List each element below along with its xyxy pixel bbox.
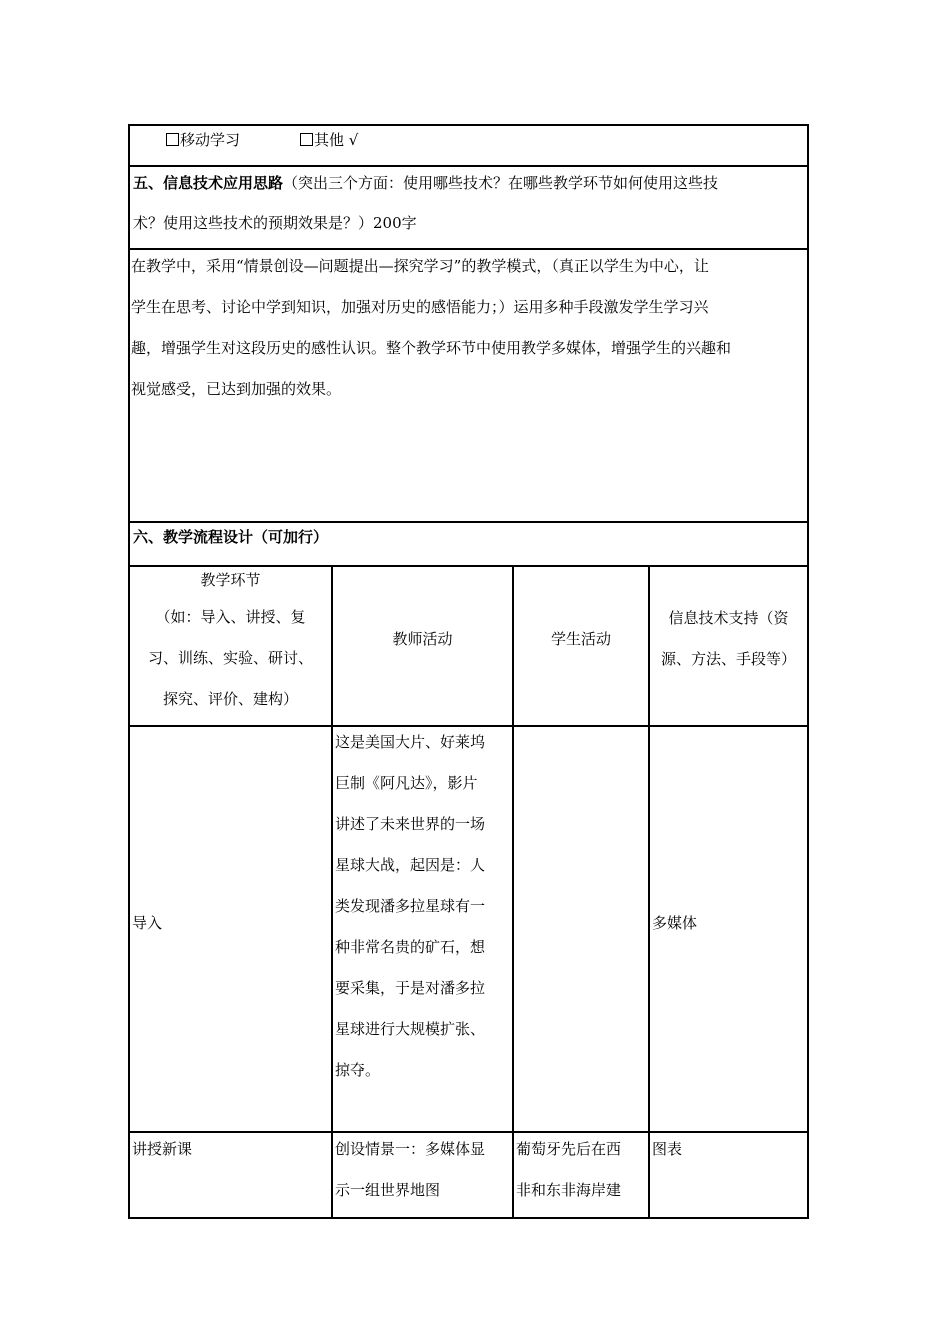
row-stage: 导入 [132,914,163,932]
section5-title: 五、信息技术应用思路 [133,174,284,192]
student-line: 非和东非海岸建 [516,1181,622,1199]
section5-body-line: 视觉感受，已达到加强的效果。 [131,380,342,398]
row-divider [128,248,809,250]
option-other [300,125,358,156]
option-mobile-label: 移动学习 [180,131,241,149]
header-stage [130,565,331,715]
teacher-line: 讲述了未来世界的一场 [335,815,486,833]
header-tech-line: 信息技术支持（资 [668,609,789,627]
teacher-line: 掠夺。 [335,1061,381,1079]
row-stage: 讲授新课 [132,1140,193,1158]
section5-hint-line2: 术？使用这些技术的预期效果是？）200字 [133,214,417,232]
section6-title: 六、教学流程设计（可加行） [133,528,329,546]
header-stage-line: 探究、评价、建构） [162,690,298,708]
row-divider [128,165,809,167]
header-teacher: 教师活动 [392,630,453,648]
header-student: 学生活动 [550,630,611,648]
header-tech-line: 源、方法、手段等） [660,650,796,668]
row-divider [128,1131,809,1133]
teacher-line: 巨制《阿凡达》，影片 [335,774,478,792]
option-other-label: 其他 [314,131,345,149]
row-teacher-activity [335,727,511,1086]
header-stage-line: （如：导入、讲授、复 [155,608,306,626]
teacher-line: 种非常名贵的矿石，想 [335,938,486,956]
section5-body-line: 在教学中，采用“情景创设—问题提出—探究学习”的教学模式，（真正以学生为中心，让 [131,257,709,275]
checkbox-icon [166,133,179,146]
row-tech-support: 多媒体 [652,914,698,932]
row-teacher-activity [335,1134,511,1206]
row-student-activity [516,1134,647,1206]
column-divider [512,565,514,1217]
header-stage-line: 教学环节 [200,571,261,589]
header-tech [650,603,807,675]
checkbox-icon [300,133,313,146]
teacher-line: 星球大战，起因是：人 [335,856,486,874]
header-stage-line: 习、训练、实验、研讨、 [147,649,313,667]
student-line: 葡萄牙先后在西 [516,1140,622,1158]
teacher-line: 示一组世界地图 [335,1181,441,1199]
teacher-line: 创设情景一：多媒体显 [335,1140,486,1158]
option-mobile-learning [166,125,240,156]
row-tech-support: 图表 [652,1140,683,1158]
teacher-line: 要采集，于是对潘多拉 [335,979,486,997]
section5-heading-line1 [133,168,718,199]
section5-body-line: 学生在思考、讨论中学到知识，加强对历史的感悟能力；）运用多种手段激发学生学习兴 [131,298,709,316]
teacher-line: 类发现潘多拉星球有一 [335,897,486,915]
teacher-line: 这是美国大片、好莱坞 [335,733,486,751]
check-mark: √ [348,131,359,149]
section5-body-line: 趣，增强学生对这段历史的感性认识。整个教学环节中使用教学多媒体，增强学生的兴趣和 [131,339,732,357]
section5-hint-line1: （突出三个方面：使用哪些技术？在哪些教学环节如何使用这些技 [283,174,719,192]
column-divider [331,565,333,1217]
teacher-line: 星球进行大规模扩张、 [335,1020,486,1038]
